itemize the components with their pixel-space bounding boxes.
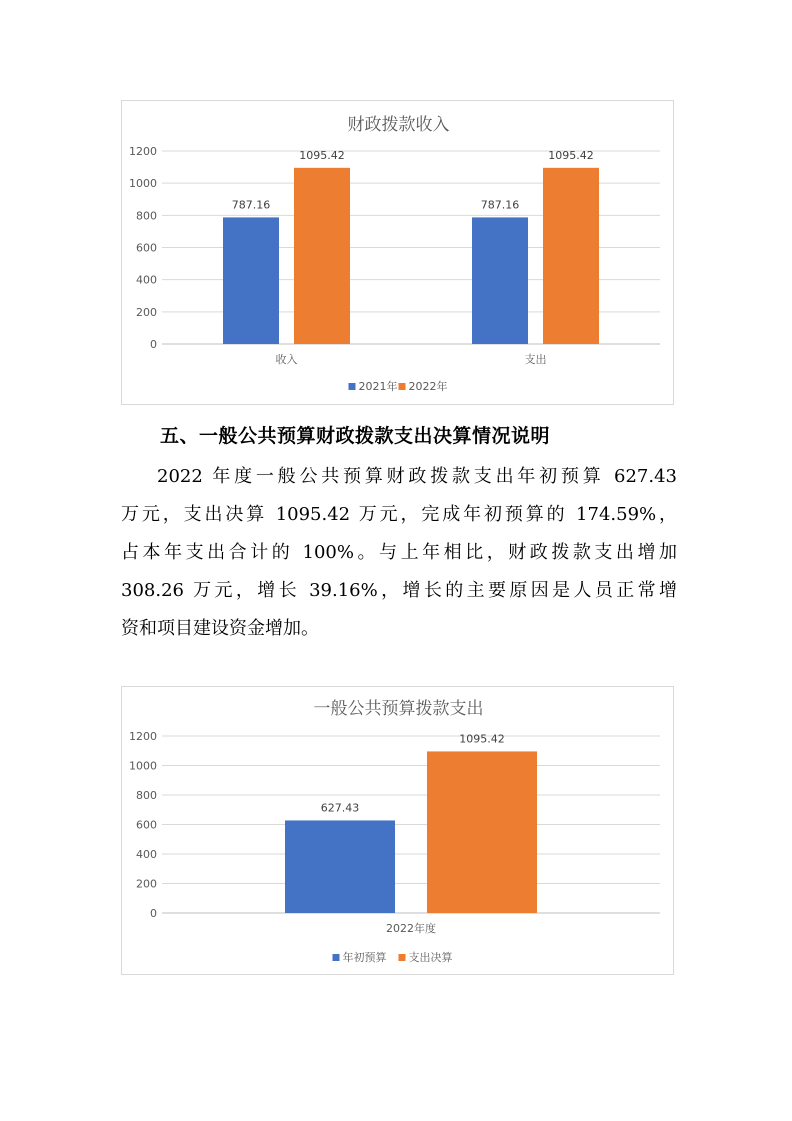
chart-general-budget-expenditure-svg [122,687,675,976]
y-tick-label: 600 [136,241,157,255]
paragraph-line: 万元，支出决算 1095.42 万元，完成年初预算的 174.59%， [121,504,677,525]
legend-label: 年初预算 [342,951,387,964]
y-tick-label: 1200 [129,145,157,158]
section-paragraph [121,458,677,648]
data-label: 627.43 [320,801,360,815]
chart-fiscal-appropriation-income-svg [122,101,675,406]
bar [285,820,395,913]
legend-swatch [349,383,356,390]
chart-general-budget-expenditure [121,686,674,975]
bar [294,168,350,344]
y-tick-label: 200 [136,305,157,319]
paragraph-line: 308.26 万元，增长 39.16%，增长的主要原因是人员正常增 [121,580,677,601]
section-heading: 五、一般公共预算财政拨款支出决算情况说明 [160,425,551,447]
bar [427,751,537,913]
data-label: 787.16 [480,198,520,212]
y-tick-label: 1000 [129,759,157,773]
paragraph-line: 占本年支出合计的 100%。与上年相比，财政拨款支出增加 [121,542,677,563]
x-category-label: 2022年度 [386,922,436,935]
paragraph-line: 资和项目建设资金增加。 [121,618,319,639]
legend-swatch [399,383,406,390]
y-tick-label: 800 [136,209,157,223]
y-tick-label: 400 [136,848,157,861]
legend-swatch [399,954,406,961]
chart-title: 一般公共预算拨款支出 [313,699,484,719]
legend-label: 2022年 [408,380,448,393]
y-tick-label: 400 [136,273,157,287]
y-tick-label: 600 [136,818,157,832]
bar [472,217,528,344]
bar [543,168,599,344]
data-label: 1095.42 [548,148,594,162]
paragraph-line: 2022 年度一般公共预算财政拨款支出年初预算 627.43 [157,466,677,487]
y-tick-label: 0 [150,907,157,920]
y-tick-label: 1200 [129,730,157,743]
bar [223,217,279,344]
x-category-label: 收入 [275,353,298,366]
data-label: 787.16 [231,198,271,212]
data-label: 1095.42 [459,732,505,746]
y-tick-label: 1000 [129,177,157,191]
chart-fiscal-appropriation-income [121,100,674,405]
data-label: 1095.42 [299,148,345,162]
x-category-label: 支出 [524,353,547,366]
chart-title: 财政拨款收入 [347,115,450,135]
legend-label: 支出决算 [408,951,453,964]
y-tick-label: 800 [136,789,157,802]
y-tick-label: 200 [136,877,157,891]
y-tick-label: 0 [150,338,157,351]
legend-swatch [333,954,340,961]
legend-label: 2021年 [358,380,398,393]
